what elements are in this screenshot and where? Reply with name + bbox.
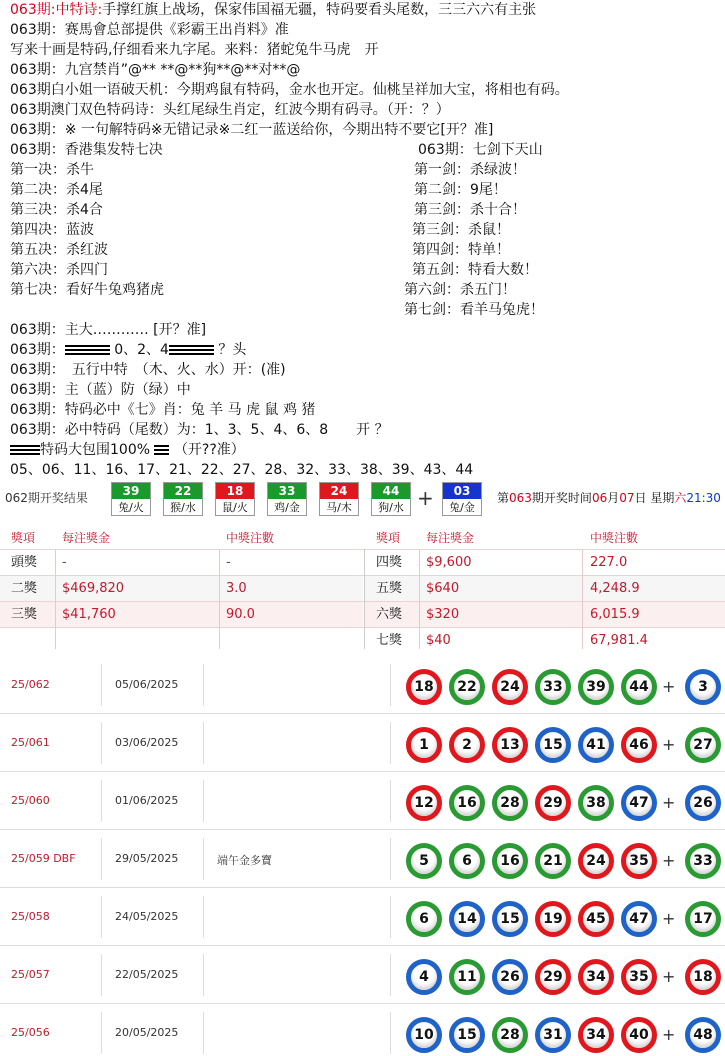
divider (101, 954, 102, 996)
history-ball: 24 (578, 843, 614, 879)
history-date: 24/05/2025 (115, 910, 179, 923)
time-day: 07 (619, 491, 635, 505)
draw-ball-zodiac: 猴/水 (170, 501, 196, 514)
prize-amount: $320 (426, 607, 460, 622)
history-ball: 21 (535, 843, 571, 879)
history-ball: 29 (535, 959, 571, 995)
draw-ball (215, 482, 255, 516)
history-ball: 22 (449, 669, 485, 705)
history-row (0, 1004, 725, 1056)
history-special-ball: 26 (685, 785, 721, 821)
history-ball: 19 (535, 901, 571, 937)
prize-count: - (226, 555, 231, 570)
history-row (0, 888, 725, 946)
divider (55, 549, 56, 649)
draw-ball-zodiac: 鸡/金 (274, 501, 300, 514)
divider (101, 664, 102, 706)
history-ball: 47 (621, 901, 657, 937)
time-text: 月 (607, 491, 620, 505)
time-text: 期开奖时间 (531, 491, 592, 505)
history-ball: 15 (492, 901, 528, 937)
tip-line-2: 063期：赛馬會总部提供《彩霸王出肖料》准 (10, 22, 289, 38)
jue-6: 第六决：杀四门 (10, 262, 108, 278)
divider (390, 838, 391, 880)
history-row (0, 946, 725, 1004)
history-ball: 35 (621, 843, 657, 879)
history-issue: 25/057 (11, 968, 50, 981)
draw-ball (163, 482, 203, 516)
plus-icon: + (662, 793, 676, 812)
draw-ball-number: 03 (443, 483, 481, 499)
prize-name: 四獎 (376, 555, 403, 570)
draw-ball (267, 482, 307, 516)
plus-icon: + (662, 1025, 676, 1044)
divider (203, 954, 204, 996)
tip-line-23 (10, 440, 245, 460)
tip-text: 手撑红旗上战场，保家伟国福无疆，特码要看头尾数，三三六六有主张 (102, 2, 537, 18)
time-text: 日 星期 (634, 491, 675, 505)
time-issue: 063 (509, 491, 532, 505)
divider (203, 838, 204, 880)
history-ball: 28 (492, 1017, 528, 1053)
draw-ball (371, 482, 411, 516)
tip-issue: 063期： (10, 342, 65, 358)
jue-5: 第五决：杀红波 (10, 242, 108, 258)
history-ball: 4 (406, 959, 442, 995)
jian-6: 第五剑：特看大数！ (412, 262, 538, 278)
prize-amount: $41,760 (62, 607, 116, 622)
tip-label: 中特诗: (55, 2, 103, 18)
prize-count: 4,248.9 (590, 581, 640, 596)
draw-ball-zodiac: 马/木 (326, 501, 352, 514)
history-ball: 26 (492, 959, 528, 995)
history-ball: 1 (406, 727, 442, 763)
divider (390, 722, 391, 764)
jian-8: 第七剑：看羊马兔虎！ (404, 302, 544, 318)
history-ball: 14 (449, 901, 485, 937)
draw-label: 062期开奖结果 (5, 491, 88, 505)
block-glyph (154, 445, 169, 455)
plus-icon: + (417, 486, 434, 510)
draw-ball-number: 33 (268, 483, 306, 499)
history-ball: 11 (449, 959, 485, 995)
divider (101, 780, 102, 822)
history-ball: 10 (406, 1017, 442, 1053)
history-row (0, 830, 725, 888)
block-glyph (25, 445, 40, 455)
history-ball: 18 (406, 669, 442, 705)
history-ball: 31 (535, 1017, 571, 1053)
divider (203, 780, 204, 822)
plus-icon: + (662, 735, 676, 754)
divider (390, 664, 391, 706)
tip-line-7: 063期：※ 一句解特码※无错记录※二红一蓝送给你，今期出特不要它[开？准] (10, 122, 494, 138)
jian-7: 第六剑：杀五门！ (404, 282, 516, 298)
history-ball: 6 (406, 901, 442, 937)
prize-amount: $9,600 (426, 555, 472, 570)
history-date: 29/05/2025 (115, 852, 179, 865)
history-ball: 38 (578, 785, 614, 821)
prize-count: 67,981.4 (590, 633, 648, 648)
next-draw-time (497, 489, 721, 506)
jue-1: 第一决：杀牛 (10, 162, 94, 178)
draw-ball-number: 24 (320, 483, 358, 499)
prize-name: 七獎 (376, 633, 403, 648)
draw-ball-zodiac: 鼠/火 (222, 501, 248, 514)
history-ball: 15 (535, 727, 571, 763)
prize-count: 6,015.9 (590, 607, 640, 622)
history-list (0, 656, 725, 1056)
jian-4: 第三剑：杀鼠！ (412, 222, 510, 238)
history-special-ball: 18 (685, 959, 721, 995)
tip-suffix: ？头 (218, 342, 247, 358)
history-ball: 6 (449, 843, 485, 879)
divider (101, 838, 102, 880)
draw-ball-number: 22 (164, 483, 202, 499)
divider (203, 722, 204, 764)
prize-header: 每注獎金 (426, 531, 475, 545)
prize-header: 中獎注數 (226, 531, 275, 545)
prize-amount: $640 (426, 581, 460, 596)
jue-3: 第三决：杀4合 (10, 202, 103, 218)
tip-line-21: 063期：特码必中《七》肖：兔 羊 马 虎 鼠 鸡 猪 (10, 402, 316, 418)
draw-ball-number: 18 (216, 483, 254, 499)
prize-name: 三獎 (11, 607, 38, 622)
history-date: 22/05/2025 (115, 968, 179, 981)
history-date: 01/06/2025 (115, 794, 179, 807)
history-ball: 35 (621, 959, 657, 995)
tip-line-5: 063期白小姐一语破天机：今期鸡鼠有特码，金水也开定。仙桃呈祥加大宝，将相也有码。 (10, 82, 569, 98)
history-ball: 45 (578, 901, 614, 937)
divider (390, 1012, 391, 1054)
history-row (0, 714, 725, 772)
draw-ball-number: 39 (112, 483, 150, 499)
divider (390, 780, 391, 822)
prize-amount: - (62, 555, 67, 570)
plus-icon: + (662, 909, 676, 928)
history-issue: 25/058 (11, 910, 50, 923)
history-ball: 15 (449, 1017, 485, 1053)
prize-name: 二獎 (11, 581, 38, 596)
history-issue: 25/061 (11, 736, 50, 749)
divider (219, 549, 220, 649)
prize-name: 六獎 (376, 607, 403, 622)
history-ball: 46 (621, 727, 657, 763)
divider (203, 896, 204, 938)
history-special-ball: 48 (685, 1017, 721, 1053)
divider (390, 954, 391, 996)
history-ball: 28 (492, 785, 528, 821)
tip-line-8: 063期：香港集发特七决 (10, 142, 163, 158)
tip-line-17: 063期：主大………… [开？准] (10, 322, 207, 338)
history-ball: 13 (492, 727, 528, 763)
plus-icon: + (662, 967, 676, 986)
block-glyph (95, 345, 110, 355)
jue-7: 第七决：看好牛兔鸡猪虎 (10, 282, 164, 298)
tip-heads: 0、2、4 (114, 342, 169, 358)
divider (101, 1012, 102, 1054)
history-row (0, 772, 725, 830)
history-ball: 24 (492, 669, 528, 705)
tip-line-3: 写来十画是特码,仔细看来九字尾。来料：猪蛇兔牛马虎 开 (10, 42, 379, 58)
divider (203, 1012, 204, 1054)
prize-amount: $40 (426, 633, 451, 648)
tip-line-6: 063期澳门双色特码诗：头红尾绿生肖定，红波今期有码寻。（开：？） (10, 102, 450, 118)
time-text: 第 (497, 491, 510, 505)
prize-header: 每注獎金 (62, 531, 111, 545)
divider (390, 896, 391, 938)
draw-special-ball (442, 482, 482, 516)
history-row (0, 656, 725, 714)
history-issue: 25/062 (11, 678, 50, 691)
jian-1: 第一剑：杀绿波！ (414, 162, 526, 178)
history-issue: 25/056 (11, 1026, 50, 1039)
draw-ball-zodiac: 兔/金 (449, 501, 475, 514)
divider (582, 549, 583, 649)
draw-result-bar (0, 480, 725, 518)
tip-line-8-right: 063期：七剑下天山 (418, 142, 543, 158)
tip-line-19: 063期： 五行中特 （木、火、水）开：(准) (10, 362, 286, 378)
draw-ball (319, 482, 359, 516)
draw-ball-number: 44 (372, 483, 410, 499)
draw-ball (111, 482, 151, 516)
tip-line-20: 063期：主（蓝）防（绿）中 (10, 382, 191, 398)
history-ball: 16 (492, 843, 528, 879)
prize-count: 3.0 (226, 581, 247, 596)
block-glyph (80, 345, 95, 355)
history-date: 20/05/2025 (115, 1026, 179, 1039)
jue-4: 第四决：蓝波 (10, 222, 94, 238)
draw-ball-zodiac: 兔/火 (118, 501, 144, 514)
prize-count: 227.0 (590, 555, 628, 570)
prize-name: 頭獎 (11, 555, 38, 570)
jian-2: 第二剑：9尾！ (414, 182, 507, 198)
history-ball: 2 (449, 727, 485, 763)
tip-cover-open: （开??准） (173, 442, 245, 458)
prize-header: 獎項 (11, 531, 36, 545)
history-ball: 34 (578, 1017, 614, 1053)
time-clock: 21:30 (686, 491, 721, 505)
divider (101, 896, 102, 938)
history-issue: 25/060 (11, 794, 50, 807)
prize-count: 90.0 (226, 607, 255, 622)
tip-line-4: 063期：九宫禁肖”@** **@**狗**@**对**@ (10, 62, 301, 78)
draw-ball-zodiac: 狗/水 (378, 501, 404, 514)
divider (203, 664, 204, 706)
prize-header: 中獎注數 (590, 531, 639, 545)
history-note: 端午金多寶 (217, 854, 272, 867)
history-special-ball: 27 (685, 727, 721, 763)
tip-line-22: 063期：必中特码（尾数）为：1、3、5、4、6、8 开 ？ (10, 422, 389, 438)
block-glyph (65, 345, 80, 355)
prize-name: 五獎 (376, 581, 403, 596)
prize-header: 獎項 (376, 531, 401, 545)
tip-line-1 (10, 0, 536, 20)
history-special-ball: 3 (685, 669, 721, 705)
history-ball: 29 (535, 785, 571, 821)
history-ball: 16 (449, 785, 485, 821)
tip-cover: 特码大包围100% (40, 442, 151, 458)
jian-5: 第四剑：特单！ (412, 242, 510, 258)
tip-line-24: 05、06、11、16、17、21、22、27、28、32、33、38、39、43、44 (10, 462, 474, 478)
block-glyph (184, 345, 199, 355)
history-issue: 25/059 DBF (11, 852, 76, 865)
time-month: 06 (591, 491, 608, 505)
history-ball: 40 (621, 1017, 657, 1053)
history-special-ball: 33 (685, 843, 721, 879)
jian-3: 第三剑：杀十合！ (414, 202, 526, 218)
history-special-ball: 17 (685, 901, 721, 937)
plus-icon: + (662, 851, 676, 870)
block-glyph (169, 345, 184, 355)
history-ball: 33 (535, 669, 571, 705)
divider (101, 722, 102, 764)
history-ball: 47 (621, 785, 657, 821)
history-date: 05/06/2025 (115, 678, 179, 691)
plus-icon: + (662, 677, 676, 696)
prize-amount: $469,820 (62, 581, 125, 596)
jue-2: 第二决：杀4尾 (10, 182, 103, 198)
history-ball: 12 (406, 785, 442, 821)
history-ball: 44 (621, 669, 657, 705)
history-ball: 5 (406, 843, 442, 879)
tip-line-18 (10, 340, 246, 360)
divider (419, 549, 420, 649)
history-date: 03/06/2025 (115, 736, 179, 749)
divider (364, 549, 365, 649)
prize-table (0, 527, 725, 651)
history-ball: 41 (578, 727, 614, 763)
time-weekday: 六 (674, 491, 687, 505)
history-ball: 34 (578, 959, 614, 995)
block-glyph (199, 345, 214, 355)
tip-issue: 063期: (10, 2, 56, 18)
block-glyph (10, 445, 25, 455)
history-ball: 39 (578, 669, 614, 705)
